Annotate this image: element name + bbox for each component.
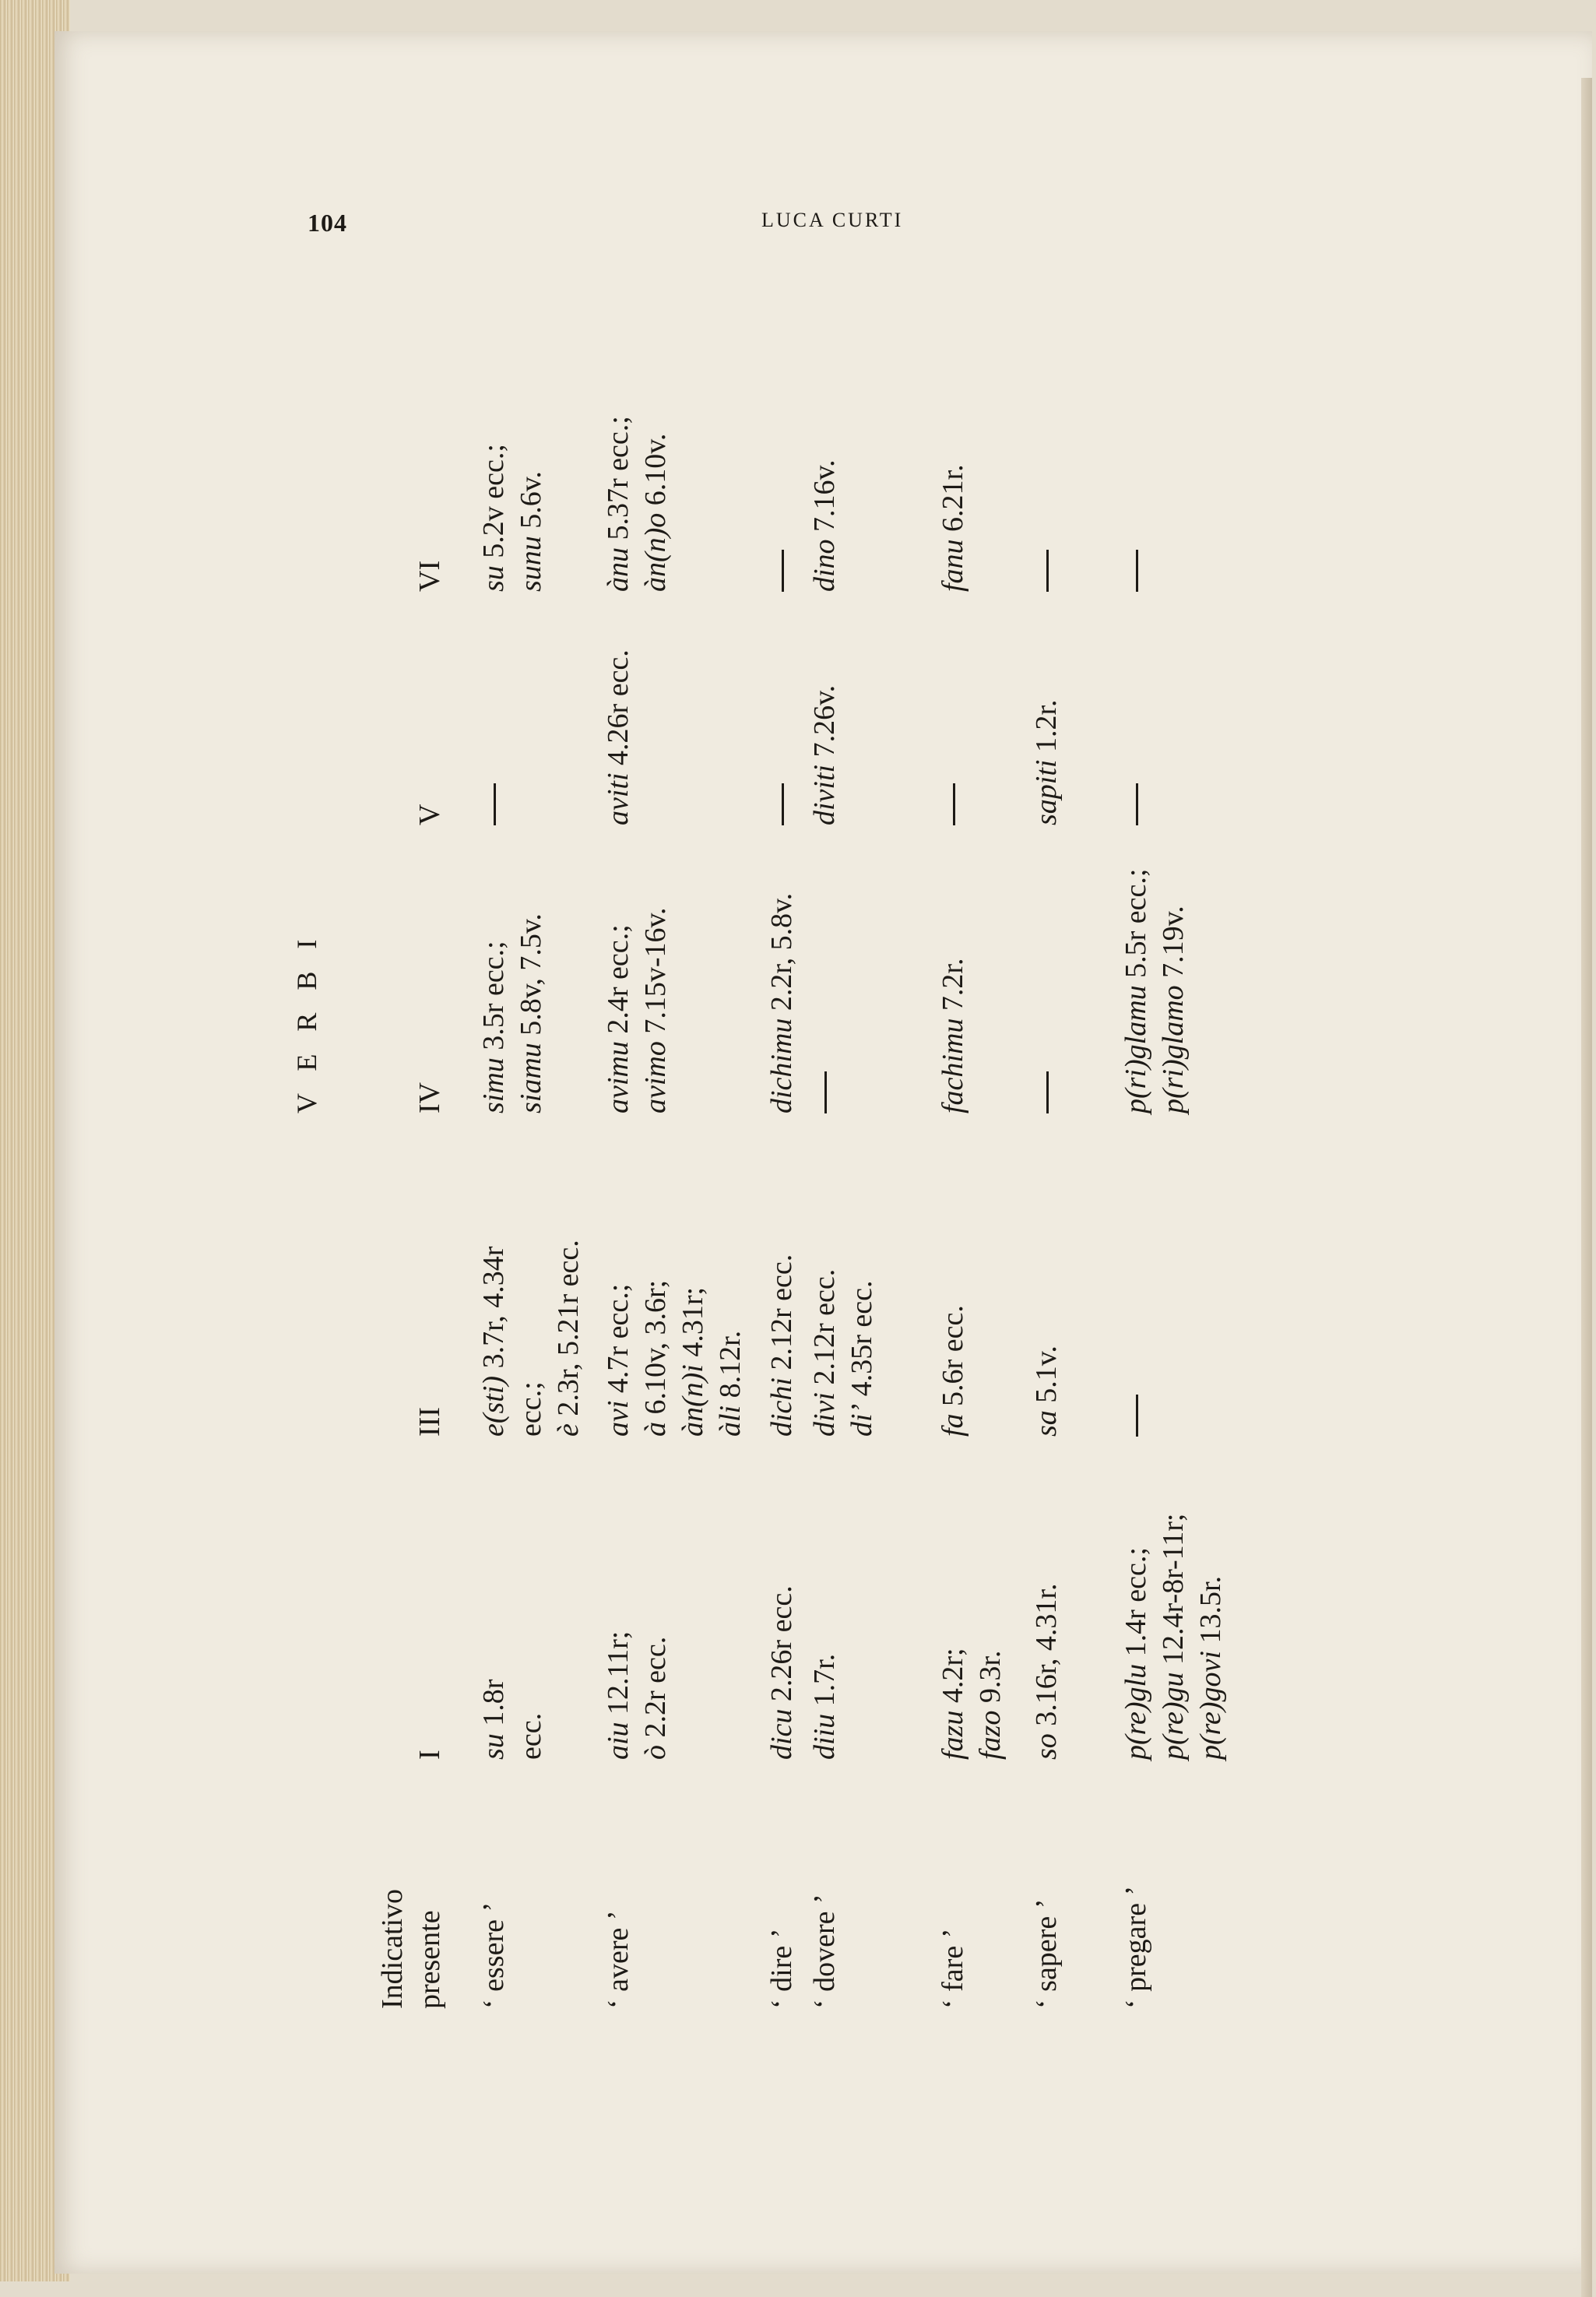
- cell-fare-V: [934, 561, 972, 825]
- running-head: LUCA CURTI: [761, 209, 904, 231]
- row-label-dovere: ‘ dovere ’: [808, 1894, 841, 2009]
- form-entry: fanu 6.21r.: [937, 464, 969, 592]
- cell-pregare-III: [1117, 1172, 1155, 1437]
- form-entry: àn(n)i 4.31r;: [677, 1286, 709, 1437]
- row-label-essere: ‘ essere ’: [477, 1901, 510, 2009]
- cell-sapere-VI: [1028, 327, 1065, 592]
- row-label-pregare: ‘ pregare ’: [1120, 1885, 1152, 2009]
- page-gutter-shadow: [1581, 78, 1592, 2297]
- cell-fare-I: [934, 1495, 1009, 1760]
- cell-dire-V: [763, 561, 800, 825]
- page-number: 104: [308, 209, 347, 237]
- cell-avere-III: [599, 1172, 749, 1437]
- label-heading-line: presente: [413, 1910, 446, 2009]
- form-entry: avimu 2.4r ecc.;: [602, 924, 635, 1113]
- form-entry: simu 3.5r ecc.;: [477, 941, 510, 1113]
- cell-essere-VI: [475, 327, 550, 592]
- form-entry: àn(n)o 6.10v.: [639, 433, 672, 592]
- cell-avere-VI: [599, 327, 674, 592]
- cell-sapere-I: [1028, 1495, 1065, 1760]
- empty-dash: [1117, 561, 1155, 825]
- form-entry: è 2.3r, 5.21r ecc.: [552, 1240, 585, 1437]
- form-entry: dichimu 2.2r, 5.8v.: [765, 892, 798, 1113]
- column-header-V: V: [413, 804, 446, 825]
- cell-fare-IV: [934, 849, 972, 1113]
- cell-avere-IV: [599, 849, 674, 1113]
- form-entry: avi 4.7r ecc.;: [602, 1283, 635, 1437]
- cell-pregare-IV: [1117, 849, 1192, 1113]
- empty-dash: [763, 561, 800, 825]
- form-entry: su 1.8r: [477, 1679, 510, 1760]
- form-entry: ecc.;: [515, 1381, 547, 1437]
- column-header-I: I: [413, 1750, 446, 1760]
- empty-dash: [934, 561, 972, 825]
- cell-fare-III: [934, 1172, 972, 1437]
- cell-pregare-V: [1117, 561, 1155, 825]
- verb-table: [291, 405, 1331, 2009]
- form-entry: p(ri)glamo 7.19v.: [1157, 906, 1190, 1113]
- empty-dash: [1028, 327, 1065, 592]
- empty-dash: [763, 327, 800, 592]
- label-heading-line: Indicativo: [376, 1888, 409, 2009]
- empty-dash: [1028, 849, 1065, 1113]
- label-heading: [374, 1791, 448, 2009]
- cell-fare-VI: [934, 327, 972, 592]
- form-entry: divi 2.12r ecc.: [808, 1268, 841, 1437]
- cell-avere-I: [599, 1495, 674, 1760]
- cell-pregare-VI: [1117, 327, 1155, 592]
- column-header-III: III: [413, 1407, 446, 1437]
- form-entry: ànu 5.37r ecc.;: [602, 416, 635, 592]
- cell-dovere-V: [806, 561, 843, 825]
- form-entry: aviti 4.26r ecc.: [602, 649, 635, 825]
- row-label-fare: ‘ fare ’: [937, 1928, 969, 2009]
- form-entry: avimo 7.15v-16v.: [639, 907, 672, 1113]
- form-entry: fachimu 7.2r.: [937, 958, 969, 1113]
- row-label-avere: ‘ avere ’: [602, 1910, 635, 2009]
- cell-avere-V: [599, 561, 637, 825]
- column-header-VI: VI: [413, 560, 446, 592]
- empty-dash: [1117, 327, 1155, 592]
- form-entry: àli 8.12r.: [714, 1330, 747, 1437]
- row-label-dire: ‘ dire ’: [765, 1928, 798, 2009]
- cell-essere-IV: [475, 849, 550, 1113]
- cell-essere-I: [475, 1495, 550, 1760]
- cell-dire-IV: [763, 849, 800, 1113]
- cell-dovere-I: [806, 1495, 843, 1760]
- cell-dovere-VI: [806, 327, 843, 592]
- form-entry: p(re)govi 13.5r.: [1194, 1575, 1227, 1760]
- table-title: V E R B I: [291, 931, 322, 1113]
- form-entry: su 5.2v ecc.;: [477, 444, 510, 592]
- form-entry: fa 5.6r ecc.: [937, 1305, 969, 1437]
- form-entry: so 3.16r, 4.31r.: [1030, 1583, 1063, 1760]
- form-entry: diiu 1.7r.: [808, 1653, 841, 1760]
- form-entry: fazo 9.3r.: [974, 1650, 1007, 1760]
- cell-sapere-V: [1028, 561, 1065, 825]
- form-entry: sunu 5.6v.: [515, 471, 547, 592]
- form-entry: dicu 2.26r ecc.: [765, 1585, 798, 1760]
- cell-sapere-III: [1028, 1172, 1065, 1437]
- form-entry: à 6.10v, 3.6r;: [639, 1279, 672, 1437]
- cell-pregare-I: [1117, 1495, 1229, 1760]
- form-entry: dino 7.16v.: [808, 459, 841, 592]
- column-header-IV: IV: [413, 1082, 446, 1113]
- form-entry: diviti 7.26v.: [808, 684, 841, 825]
- form-entry: e(sti) 3.7r, 4.34r: [477, 1246, 510, 1437]
- empty-dash: [1117, 1172, 1155, 1437]
- form-entry: fazu 4.2r;: [937, 1648, 969, 1760]
- cell-sapere-IV: [1028, 849, 1065, 1113]
- cell-dire-VI: [763, 327, 800, 592]
- form-entry: p(ri)glamu 5.5r ecc.;: [1120, 868, 1152, 1113]
- form-entry: p(re)glu 1.4r ecc.;: [1120, 1547, 1152, 1760]
- cell-dire-III: [763, 1172, 800, 1437]
- form-entry: dichi 2.12r ecc.: [765, 1254, 798, 1437]
- cell-dovere-IV: [806, 849, 843, 1113]
- form-entry: di’ 4.35r ecc.: [845, 1280, 878, 1437]
- cell-dovere-III: [806, 1172, 881, 1437]
- cell-dire-I: [763, 1495, 800, 1760]
- form-entry: ò 2.2r ecc.: [639, 1636, 672, 1760]
- cell-essere-V: [475, 561, 512, 825]
- row-label-sapere: ‘ sapere ’: [1030, 1898, 1063, 2009]
- empty-dash: [806, 849, 843, 1113]
- form-entry: sapiti 1.2r.: [1030, 699, 1063, 825]
- cell-essere-III: [475, 1172, 587, 1437]
- form-entry: sa 5.1v.: [1030, 1345, 1063, 1437]
- form-entry: siamu 5.8v, 7.5v.: [515, 913, 547, 1113]
- form-entry: p(re)gu 12.4r-8r-11r;: [1157, 1513, 1190, 1760]
- empty-dash: [475, 561, 512, 825]
- form-entry: aiu 12.11r;: [602, 1630, 635, 1760]
- form-entry: ecc.: [515, 1712, 547, 1760]
